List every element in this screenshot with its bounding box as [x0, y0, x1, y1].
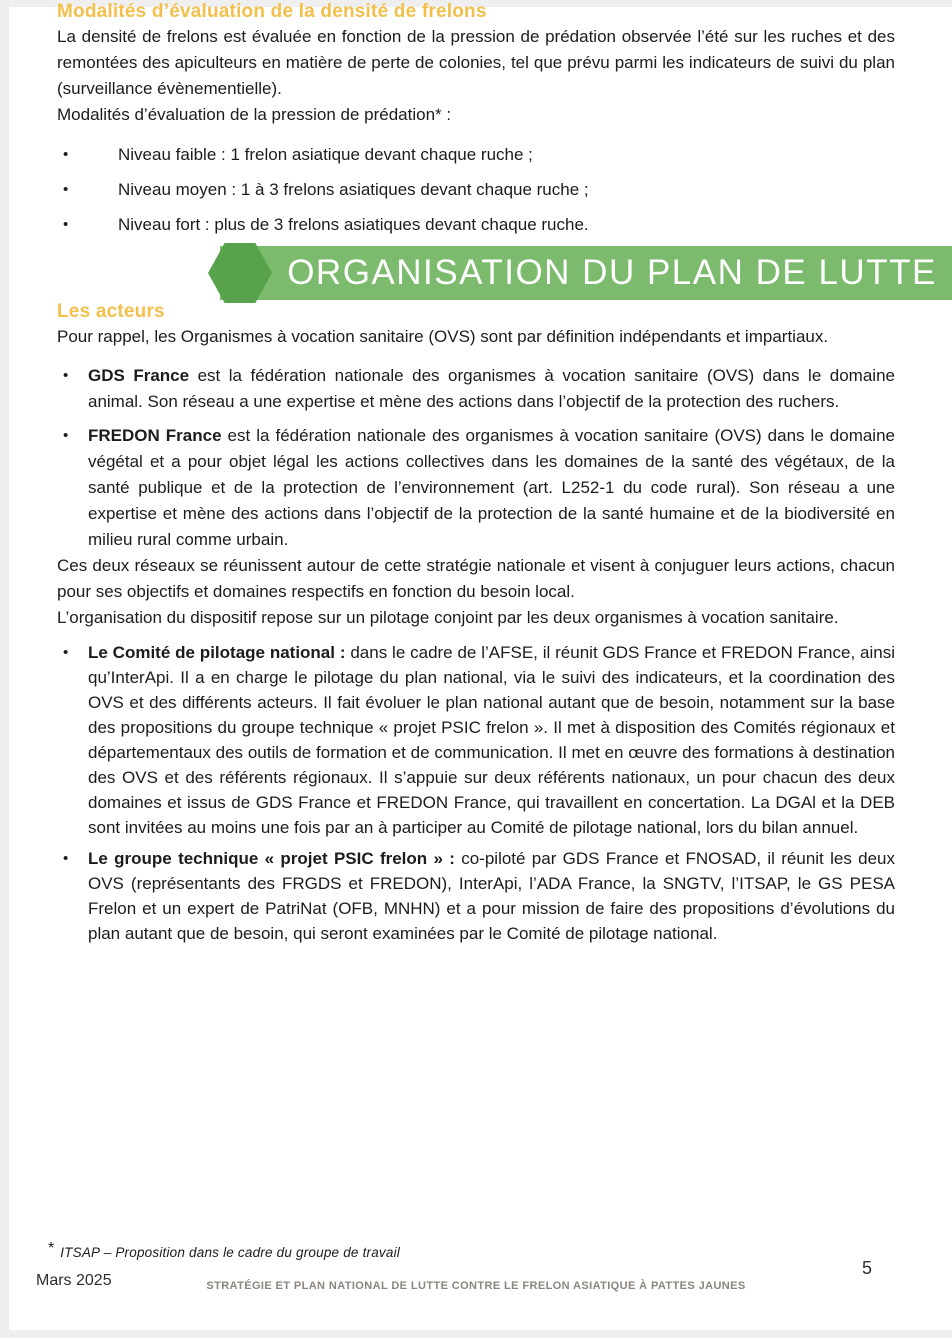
- section-banner: [220, 246, 952, 300]
- list-item-comite-pilotage: [57, 640, 895, 840]
- footer-date: Mars 2025: [36, 1272, 112, 1289]
- governance-body-description: dans le cadre de l’AFSE, il réunit GDS France et FREDON France, ainsi qu’InterApi. Il a en charge le pilotage du plan national, via le suivi des indicateurs, et la coordination des OVS et des différents acteurs. Il fait évoluer le plan national autant que de besoin, notamment sur la base des propositions du groupe technique « projet PSIC frelon ». Il met à disposition des Comités régionaux et départementaux des outils de formation et de communication. Il met en œuvre des formations à destination des OVS et des référents régionaux. Il s’appuie sur deux référents nationaux, un pour chacun des deux domaines et issus de GDS France et FREDON France, qui travaillent en concertation. La DGAl et la DEB sont invitées au moins une fois par an à participer au Comité de pilotage national, lors du bilan annuel.: [88, 643, 895, 837]
- actor-description: est la fédération nationale des organismes à vocation sanitaire (OVS) dans le domaine animal. Son réseau a une expertise et mène des actions dans l’objectif de la protection des ruchers.: [88, 366, 895, 411]
- list-item-level-medium: • Niveau moyen : 1 à 3 frelons asiatiques devant chaque ruche ;: [57, 177, 895, 203]
- list-item-level-high: • Niveau fort : plus de 3 frelons asiatiques devant chaque ruche.: [57, 212, 895, 238]
- page-number: 5: [861, 1258, 872, 1278]
- page-content: [57, 0, 937, 946]
- footnote-text: ITSAP – Proposition dans le cadre du groupe de travail: [60, 1245, 400, 1260]
- organisation-paragraph: L’organisation du dispositif repose sur un pilotage conjoint par les deux organismes à vocation sanitaire.: [57, 608, 839, 627]
- footer-document-title: STRATÉGIE ET PLAN NATIONAL DE LUTTE CONTRE LE FRELON ASIATIQUE À PATTES JAUNES: [206, 1280, 746, 1292]
- actor-name: FREDON France: [88, 426, 222, 445]
- density-section-heading: Modalités d’évaluation de la densité de frelons: [57, 1, 487, 22]
- actor-list: [57, 363, 895, 553]
- density-paragraph-1: La densité de frelons est évaluée en fonction de la pression de prédation observée l’été sur les ruches et des remontées des apiculteurs en matière de perte de colonies, tel que prévu parmi les indicateurs de suivi du plan (surveillance évènementielle).: [57, 27, 895, 98]
- list-item-groupe-technique: [57, 846, 895, 946]
- footnote-marker: *: [48, 1240, 55, 1257]
- predation-level-list: [57, 142, 895, 238]
- list-item-gds-france: [57, 363, 895, 415]
- actor-name: GDS France: [88, 366, 190, 385]
- actors-intro-paragraph: Pour rappel, les Organismes à vocation sanitaire (OVS) sont par définition indépendants et impartiaux.: [57, 327, 829, 346]
- list-item-level-low: • Niveau faible : 1 frelon asiatique devant chaque ruche ;: [57, 142, 895, 168]
- page-edge-bottom: [0, 1330, 952, 1338]
- networks-paragraph: Ces deux réseaux se réunissent autour de cette stratégie nationale et visent à conjuguer leurs actions, chacun pour ses objectifs et domaines respectifs en fonction du besoin local.: [57, 556, 895, 601]
- list-item-fredon-france: [57, 423, 895, 553]
- banner-title: ORGANISATION DU PLAN DE LUTTE: [287, 253, 937, 292]
- governance-body-name: Le groupe technique « projet PSIC frelon » :: [88, 849, 455, 868]
- actors-section-heading: Les acteurs: [57, 301, 165, 322]
- predation-modalities-paragraph: Modalités d’évaluation de la pression de prédation* :: [57, 105, 452, 124]
- actor-description: est la fédération nationale des organismes à vocation sanitaire (OVS) dans le domaine végétal et a pour objet légal les actions collectives dans les domaines de la santé des végétaux, de la santé publique et de la protection de l’environnement (art. L252-1 du code rural). Son réseau a une expertise et mène des actions dans l’objectif de la protection de la santé humaine et de la biodiversité en milieu rural comme urbain.: [88, 426, 895, 549]
- governance-list: [57, 640, 895, 946]
- governance-body-description: co-piloté par GDS France et FNOSAD, il réunit les deux OVS (représentants des FRGDS et FREDON), InterApi, l’ADA France, la SNGTV, l’ITSAP, le GS PESA Frelon et un expert de PatriNat (OFB, MNHN) et a pour mission de faire des propositions d’évolutions du plan autant que de besoin, qui seront examinées par le Comité de pilotage national.: [88, 849, 895, 943]
- page-edge-left: [0, 0, 9, 1338]
- footnote: [48, 1240, 400, 1260]
- governance-body-name: Le Comité de pilotage national :: [88, 643, 346, 662]
